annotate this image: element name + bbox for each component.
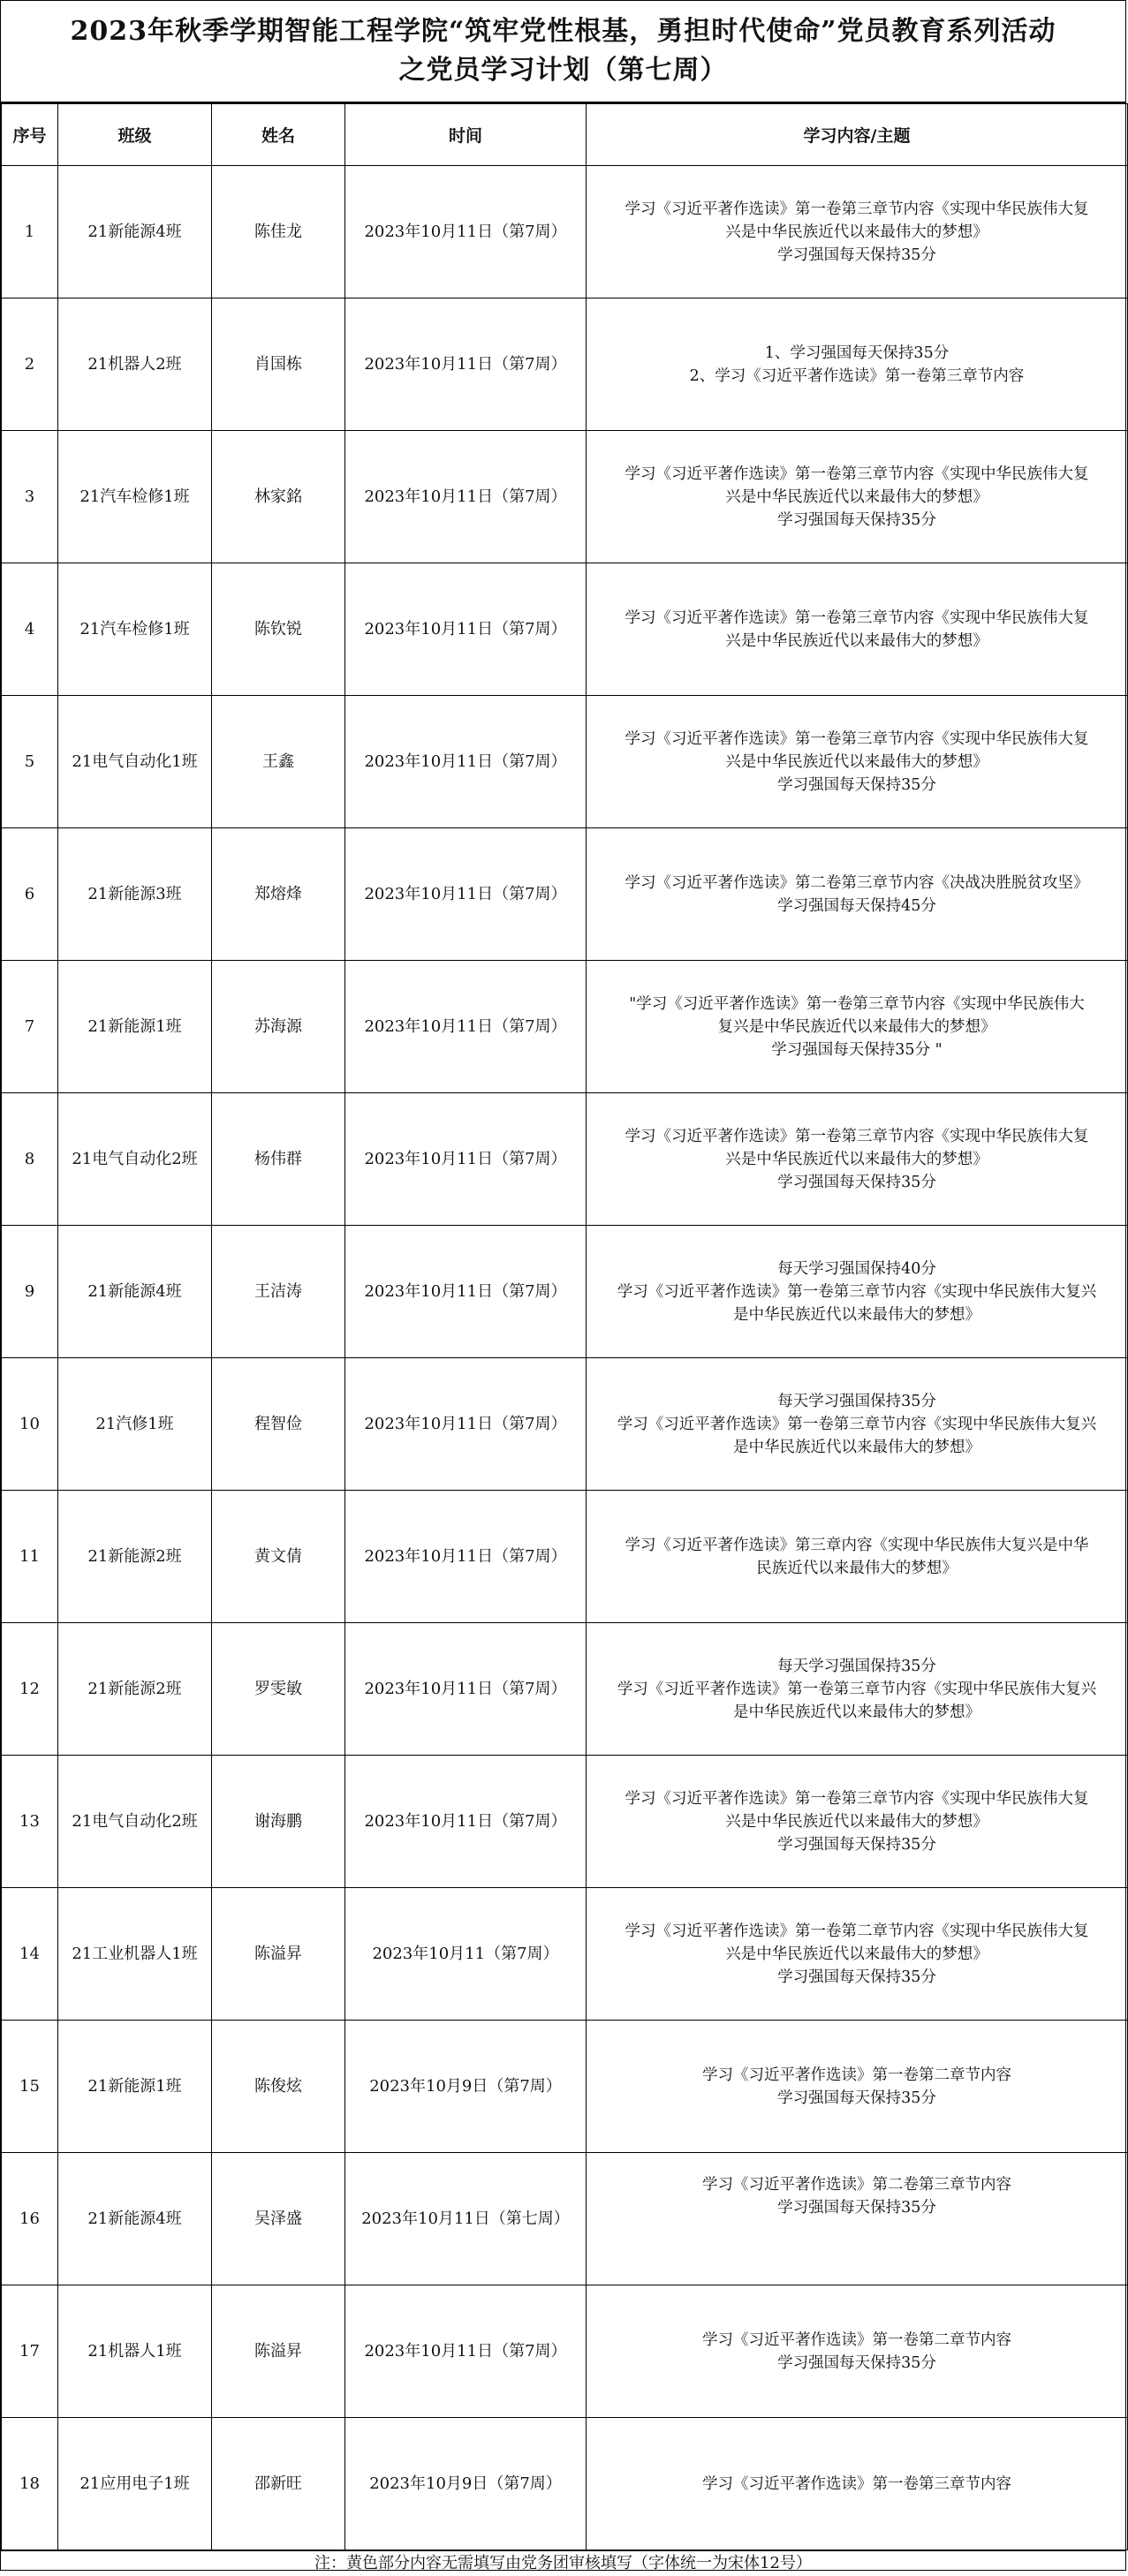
content-line: 兴是中华民族近代以来最伟大的梦想》 <box>725 1812 988 1831</box>
cell-time: 2023年10月11日（第7周） <box>345 1623 587 1756</box>
cell-no: 10 <box>2 1358 58 1491</box>
cell-time: 2023年10月11日（第7周） <box>345 1358 587 1491</box>
table-row <box>2 2285 1128 2418</box>
cell-no: 3 <box>2 431 58 563</box>
table-row <box>2 2021 1128 2153</box>
cell-no: 12 <box>2 1623 58 1756</box>
cell-no: 6 <box>2 828 58 961</box>
table-row <box>2 828 1128 961</box>
cell-time: 2023年10月11日（第7周） <box>345 961 587 1093</box>
content-line: 是中华民族近代以来最伟大的梦想》 <box>733 1438 980 1456</box>
table-row <box>2 431 1128 563</box>
content-line: 兴是中华民族近代以来最伟大的梦想》 <box>725 487 988 506</box>
cell-time: 2023年10月11日（第7周） <box>345 563 587 696</box>
cell-no: 8 <box>2 1093 58 1226</box>
cell-class: 21汽车检修1班 <box>58 431 212 563</box>
cell-content <box>587 431 1128 563</box>
header-time: 时间 <box>345 104 587 166</box>
content-line: 2、学习《习近平著作选读》第一卷第三章节内容 <box>689 366 1025 385</box>
cell-content <box>587 1358 1128 1491</box>
cell-time: 2023年10月11（第7周） <box>345 1888 587 2021</box>
cell-name: 王洁涛 <box>212 1226 345 1358</box>
cell-time: 2023年10月11日（第七周） <box>345 2153 587 2285</box>
cell-class: 21汽修1班 <box>58 1358 212 1491</box>
cell-name: 黄文倩 <box>212 1491 345 1623</box>
cell-class: 21新能源2班 <box>58 1623 212 1756</box>
study-plan-table <box>1 103 1128 2550</box>
cell-no: 7 <box>2 961 58 1093</box>
content-line: 学习《习近平著作选读》第一卷第三章节内容 <box>702 2474 1011 2493</box>
cell-content <box>587 563 1128 696</box>
table-row <box>2 961 1128 1093</box>
cell-class: 21机器人2班 <box>58 298 212 431</box>
cell-content <box>587 1226 1128 1358</box>
content-line: 兴是中华民族近代以来最伟大的梦想》 <box>725 1150 988 1168</box>
cell-class: 21工业机器人1班 <box>58 1888 212 2021</box>
content-line: 学习《习近平著作选读》第一卷第二章节内容 <box>702 2066 1011 2084</box>
table-row <box>2 696 1128 828</box>
header-content: 学习内容/主题 <box>587 104 1128 166</box>
content-line: 学习《习近平著作选读》第一卷第二章节内容 <box>702 2330 1011 2349</box>
cell-time: 2023年10月9日（第7周） <box>345 2418 587 2550</box>
cell-content <box>587 166 1128 298</box>
content-line: 学习强国每天保持35分 <box>777 2089 936 2107</box>
cell-no: 13 <box>2 1756 58 1888</box>
content-line: 学习《习近平著作选读》第一卷第三章节内容《实现中华民族伟大复 <box>625 1789 1089 1808</box>
cell-class: 21汽车检修1班 <box>58 563 212 696</box>
cell-content <box>587 828 1128 961</box>
cell-class: 21新能源2班 <box>58 1491 212 1623</box>
content-line: 兴是中华民族近代以来最伟大的梦想》 <box>725 223 988 241</box>
content-line: 1、学习强国每天保持35分 <box>764 344 950 362</box>
content-line: 每天学习强国保持35分 <box>777 1657 936 1675</box>
cell-content <box>587 2153 1128 2285</box>
content-line: 学习《习近平著作选读》第一卷第三章节内容《实现中华民族伟大复 <box>625 729 1089 748</box>
cell-name: 陈溢昇 <box>212 2285 345 2418</box>
content-line: 复兴是中华民族近代以来最伟大的梦想》 <box>717 1017 996 1036</box>
table-row <box>2 1491 1128 1623</box>
cell-class: 21新能源4班 <box>58 166 212 298</box>
cell-name: 林家銘 <box>212 431 345 563</box>
header-row <box>2 104 1128 166</box>
cell-time: 2023年10月11日（第7周） <box>345 431 587 563</box>
cell-time: 2023年10月11日（第7周） <box>345 696 587 828</box>
content-line: 学习《习近平著作选读》第二卷第三章节内容 <box>702 2175 1011 2194</box>
content-line: 学习强国每天保持35分 <box>777 510 936 529</box>
header-name: 姓名 <box>212 104 345 166</box>
table-row <box>2 1358 1128 1491</box>
cell-no: 18 <box>2 2418 58 2550</box>
content-line: 兴是中华民族近代以来最伟大的梦想》 <box>725 631 988 650</box>
content-line: "学习《习近平著作选读》第一卷第三章节内容《实现中华民族伟大 <box>629 994 1085 1013</box>
cell-content <box>587 2418 1128 2550</box>
cell-class: 21新能源4班 <box>58 2153 212 2285</box>
table-row <box>2 2418 1128 2550</box>
content-line: 兴是中华民族近代以来最伟大的梦想》 <box>725 752 988 771</box>
title-line-2: 之党员学习计划（第七周） <box>398 55 728 86</box>
header-no: 序号 <box>2 104 58 166</box>
cell-no: 5 <box>2 696 58 828</box>
cell-time: 2023年10月11日（第7周） <box>345 828 587 961</box>
cell-no: 1 <box>2 166 58 298</box>
content-line: 学习《习近平著作选读》第一卷第三章节内容《实现中华民族伟大复 <box>625 1127 1089 1145</box>
cell-name: 苏海源 <box>212 961 345 1093</box>
cell-no: 16 <box>2 2153 58 2285</box>
content-line: 学习《习近平著作选读》第一卷第三章节内容《实现中华民族伟大复兴 <box>617 1415 1097 1433</box>
cell-time: 2023年10月11日（第7周） <box>345 1756 587 1888</box>
cell-no: 11 <box>2 1491 58 1623</box>
cell-name: 王鑫 <box>212 696 345 828</box>
header-class: 班级 <box>58 104 212 166</box>
title-line-1: 2023年秋季学期智能工程学院“筑牢党性根基，勇担时代使命”党员教育系列活动 <box>70 16 1056 47</box>
cell-time: 2023年10月11日（第7周） <box>345 298 587 431</box>
cell-class: 21新能源4班 <box>58 1226 212 1358</box>
cell-class: 21电气自动化1班 <box>58 696 212 828</box>
content-line <box>592 2219 1122 2242</box>
table-row <box>2 2153 1128 2285</box>
cell-content <box>587 1756 1128 1888</box>
table-body <box>2 166 1128 2550</box>
cell-no: 17 <box>2 2285 58 2418</box>
content-line: 学习强国每天保持45分 <box>777 896 936 915</box>
content-line: 民族近代以来最伟大的梦想》 <box>756 1559 958 1577</box>
content-line: 学习《习近平著作选读》第一卷第三章节内容《实现中华民族伟大复 <box>625 608 1089 627</box>
cell-name: 杨伟群 <box>212 1093 345 1226</box>
table-row <box>2 1226 1128 1358</box>
content-line: 学习强国每天保持35分 <box>777 1835 936 1854</box>
cell-name: 陈溢昇 <box>212 1888 345 2021</box>
cell-time: 2023年10月11日（第7周） <box>345 1491 587 1623</box>
content-line: 学习《习近平著作选读》第二卷第三章节内容《决战决胜脱贫攻坚》 <box>625 873 1089 892</box>
cell-content <box>587 2021 1128 2153</box>
cell-content <box>587 961 1128 1093</box>
content-line: 学习《习近平著作选读》第一卷第三章节内容《实现中华民族伟大复 <box>625 200 1089 218</box>
cell-time: 2023年10月11日（第7周） <box>345 166 587 298</box>
cell-name: 郑熔烽 <box>212 828 345 961</box>
content-line: 学习强国每天保持35分 <box>777 2353 936 2372</box>
cell-no: 4 <box>2 563 58 696</box>
cell-class: 21电气自动化2班 <box>58 1756 212 1888</box>
cell-name: 吴泽盛 <box>212 2153 345 2285</box>
cell-class: 21新能源1班 <box>58 2021 212 2153</box>
cell-name: 肖国栋 <box>212 298 345 431</box>
content-line: 学习《习近平著作选读》第一卷第三章节内容《实现中华民族伟大复兴 <box>617 1680 1097 1698</box>
content-line: 学习《习近平著作选读》第一卷第三章节内容《实现中华民族伟大复兴 <box>617 1282 1097 1301</box>
cell-content <box>587 1888 1128 2021</box>
content-line: 兴是中华民族近代以来最伟大的梦想》 <box>725 1945 988 1963</box>
cell-content <box>587 1093 1128 1226</box>
cell-no: 15 <box>2 2021 58 2153</box>
cell-class: 21新能源3班 <box>58 828 212 961</box>
table-row <box>2 1093 1128 1226</box>
cell-name: 程智俭 <box>212 1358 345 1491</box>
content-line: 学习《习近平著作选读》第三章内容《实现中华民族伟大复兴是中华 <box>625 1536 1089 1554</box>
cell-content <box>587 696 1128 828</box>
cell-time: 2023年10月11日（第7周） <box>345 2285 587 2418</box>
cell-content <box>587 1491 1128 1623</box>
cell-time: 2023年10月9日（第7周） <box>345 2021 587 2153</box>
table-row <box>2 298 1128 431</box>
table-row <box>2 1756 1128 1888</box>
cell-name: 邵新旺 <box>212 2418 345 2550</box>
table-row <box>2 1623 1128 1756</box>
content-line: 学习强国每天保持35分 <box>777 1173 936 1191</box>
cell-name: 谢海鹏 <box>212 1756 345 1888</box>
content-line: 学习《习近平著作选读》第一卷第二章节内容《实现中华民族伟大复 <box>625 1922 1089 1940</box>
cell-name: 罗雯敏 <box>212 1623 345 1756</box>
cell-class: 21电气自动化2班 <box>58 1093 212 1226</box>
table-row <box>2 166 1128 298</box>
cell-name: 陈钦锐 <box>212 563 345 696</box>
content-line: 学习《习近平著作选读》第一卷第三章节内容《实现中华民族伟大复 <box>625 465 1089 483</box>
content-line <box>592 2242 1122 2265</box>
cell-no: 2 <box>2 298 58 431</box>
cell-class: 21机器人1班 <box>58 2285 212 2418</box>
content-line: 每天学习强国保持40分 <box>777 1259 936 1278</box>
content-line: 是中华民族近代以来最伟大的梦想》 <box>733 1703 980 1721</box>
cell-content <box>587 2285 1128 2418</box>
cell-no: 9 <box>2 1226 58 1358</box>
cell-time: 2023年10月11日（第7周） <box>345 1226 587 1358</box>
cell-no: 14 <box>2 1888 58 2021</box>
content-line: 学习强国每天保持35分 " <box>771 1040 943 1059</box>
cell-content <box>587 1623 1128 1756</box>
cell-name: 陈俊炫 <box>212 2021 345 2153</box>
cell-time: 2023年10月11日（第7周） <box>345 1093 587 1226</box>
table-row <box>2 1888 1128 2021</box>
cell-content <box>587 298 1128 431</box>
footer-note: 注：黄色部分内容无需填写由党务团审核填写（字体统一为宋体12号） <box>1 2550 1125 2575</box>
table-row <box>2 563 1128 696</box>
cell-name: 陈佳龙 <box>212 166 345 298</box>
content-line: 学习强国每天保持35分 <box>777 246 936 264</box>
content-line: 是中华民族近代以来最伟大的梦想》 <box>733 1305 980 1324</box>
content-line: 学习强国每天保持35分 <box>777 775 936 794</box>
sheet-title <box>1 1 1125 103</box>
content-line: 学习强国每天保持35分 <box>777 2198 936 2217</box>
content-line: 学习强国每天保持35分 <box>777 1968 936 1986</box>
cell-class: 21应用电子1班 <box>58 2418 212 2550</box>
content-line: 每天学习强国保持35分 <box>777 1392 936 1410</box>
cell-class: 21新能源1班 <box>58 961 212 1093</box>
